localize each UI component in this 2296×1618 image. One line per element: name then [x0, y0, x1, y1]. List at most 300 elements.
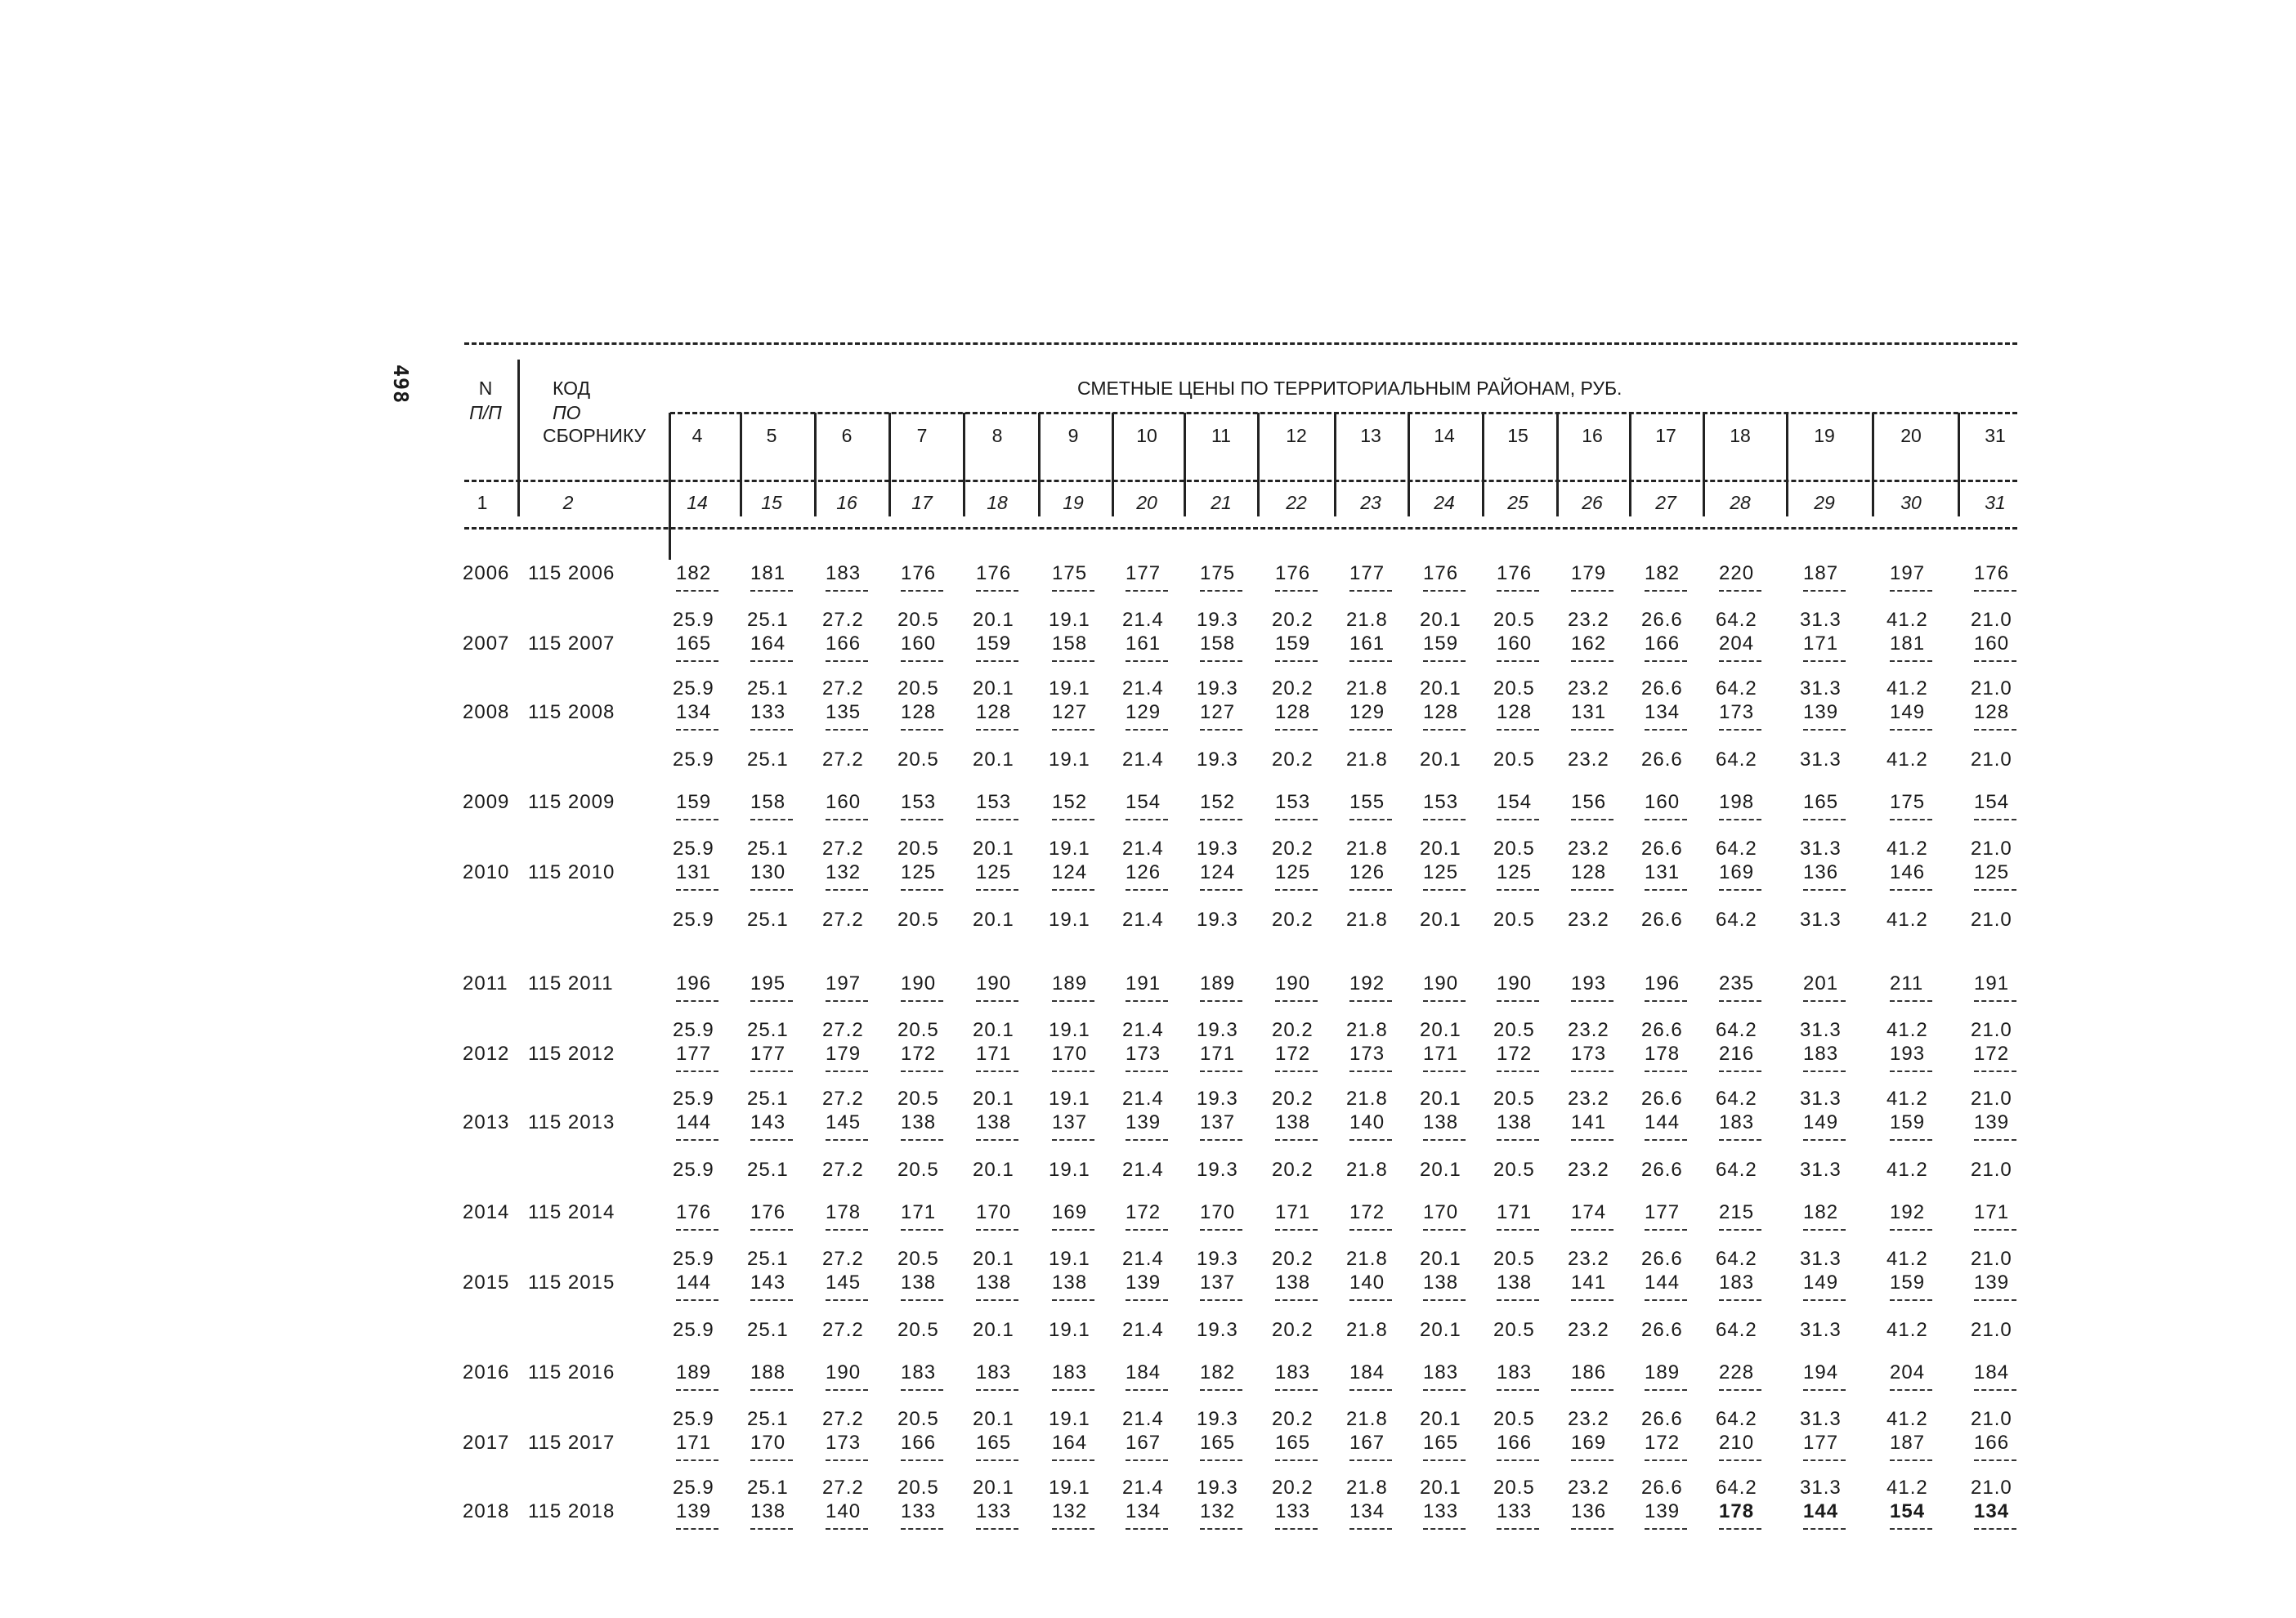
row-code: 115 2007 — [528, 632, 615, 655]
fraction-line — [976, 1459, 1018, 1461]
price-cell: 128 — [901, 701, 937, 723]
fraction-line — [1974, 1139, 2016, 1141]
fraction-line — [1052, 1389, 1094, 1391]
price-cell: 134 — [676, 701, 712, 723]
fraction-line — [1803, 1299, 1846, 1301]
coefficient-cell: 25.1 — [747, 1088, 789, 1110]
coefficient-cell: 23.2 — [1568, 609, 1609, 631]
fraction-line — [976, 1389, 1018, 1391]
coefficient-cell: 25.1 — [747, 677, 789, 699]
price-cell: 182 — [1803, 1201, 1839, 1223]
fraction-line — [1275, 889, 1318, 891]
price-cell: 164 — [750, 632, 786, 655]
fraction-line — [1890, 1139, 1932, 1141]
fraction-line — [1497, 660, 1539, 662]
coefficient-cell: 21.4 — [1122, 609, 1164, 631]
price-cell: 210 — [1719, 1432, 1755, 1454]
index-column-header: 19 — [1063, 492, 1084, 513]
price-cell: 153 — [901, 791, 937, 813]
fraction-line — [1349, 1459, 1392, 1461]
index-column-header: 24 — [1434, 492, 1455, 513]
index-column-header: 14 — [687, 492, 708, 513]
region-column-header: 8 — [991, 425, 1003, 446]
fraction-line — [750, 590, 793, 592]
fraction-line — [901, 1389, 943, 1391]
fraction-line — [1974, 660, 2016, 662]
price-cell: 146 — [1890, 861, 1926, 883]
fraction-line — [1645, 889, 1687, 891]
coefficient-cell: 31.3 — [1800, 1159, 1842, 1181]
price-cell: 190 — [901, 972, 937, 994]
fraction-line — [1497, 1139, 1539, 1141]
coefficient-cell: 26.6 — [1641, 609, 1683, 631]
index-column-header: 26 — [1582, 492, 1603, 513]
fraction-line — [1275, 1528, 1318, 1530]
price-cell: 172 — [1497, 1043, 1533, 1065]
fraction-line — [1719, 1389, 1761, 1391]
fraction-line — [1890, 590, 1932, 592]
coefficient-cell: 41.2 — [1886, 1019, 1928, 1041]
fraction-line — [1803, 1389, 1846, 1391]
fraction-line — [1645, 1139, 1687, 1141]
price-cell: 170 — [1052, 1043, 1088, 1065]
index-column-header: 30 — [1900, 492, 1922, 513]
fraction-line — [1497, 1299, 1539, 1301]
column-separator — [1184, 490, 1186, 516]
coefficient-cell: 41.2 — [1886, 1408, 1928, 1430]
fraction-line — [1200, 1528, 1242, 1530]
coefficient-cell: 21.8 — [1346, 1248, 1388, 1270]
fraction-line — [1890, 1000, 1932, 1002]
price-cell: 138 — [1275, 1272, 1311, 1294]
coefficient-cell: 19.3 — [1197, 1088, 1238, 1110]
price-cell: 211 — [1890, 972, 1924, 994]
fraction-line — [901, 1299, 943, 1301]
coefficient-cell: 21.4 — [1122, 1319, 1164, 1341]
coefficient-cell: 21.8 — [1346, 1159, 1388, 1181]
fraction-line — [1052, 729, 1094, 731]
price-cell: 190 — [1497, 972, 1533, 994]
coefficient-cell: 20.5 — [1493, 838, 1535, 860]
price-cell: 125 — [976, 861, 1012, 883]
price-cell: 153 — [976, 791, 1012, 813]
coefficient-cell: 27.2 — [822, 909, 864, 931]
fraction-line — [901, 729, 943, 731]
fraction-line — [1571, 1070, 1613, 1072]
fraction-line — [1275, 1070, 1318, 1072]
coefficient-cell: 21.4 — [1122, 749, 1164, 771]
fraction-line — [1275, 819, 1318, 820]
coefficient-cell: 27.2 — [822, 1408, 864, 1430]
coefficient-cell: 41.2 — [1886, 1319, 1928, 1341]
coefficient-cell: 21.4 — [1122, 1159, 1164, 1181]
coefficient-cell: 20.5 — [897, 909, 939, 931]
price-cell: 127 — [1052, 701, 1088, 723]
coefficient-cell: 21.4 — [1122, 1088, 1164, 1110]
coefficient-cell: 20.1 — [1420, 1408, 1461, 1430]
region-column-header: 4 — [691, 425, 703, 446]
fraction-line — [1803, 590, 1846, 592]
price-cell: 133 — [1497, 1500, 1533, 1522]
fraction-line — [1349, 1299, 1392, 1301]
price-cell: 170 — [1423, 1201, 1459, 1223]
fraction-line — [1803, 729, 1846, 731]
region-column-header: 6 — [841, 425, 853, 446]
price-cell: 160 — [1497, 632, 1533, 655]
coefficient-cell: 23.2 — [1568, 1159, 1609, 1181]
row-number: 2008 — [463, 701, 510, 723]
price-cell: 128 — [1275, 701, 1311, 723]
coefficient-cell: 25.9 — [673, 1248, 714, 1270]
fraction-line — [901, 889, 943, 891]
coefficient-cell: 23.2 — [1568, 749, 1609, 771]
price-cell: 190 — [1275, 972, 1311, 994]
price-cell: 133 — [750, 701, 786, 723]
coefficient-cell: 41.2 — [1886, 1159, 1928, 1181]
coefficient-cell: 23.2 — [1568, 1248, 1609, 1270]
coefficient-cell: 21.8 — [1346, 1319, 1388, 1341]
coefficient-cell: 26.6 — [1641, 1088, 1683, 1110]
coefficient-cell: 21.0 — [1971, 1019, 2012, 1041]
price-cell: 165 — [1803, 791, 1839, 813]
fraction-line — [976, 1070, 1018, 1072]
price-cell: 183 — [1052, 1361, 1088, 1383]
coefficient-cell: 19.3 — [1197, 1019, 1238, 1041]
price-cell: 138 — [976, 1111, 1012, 1133]
fraction-line — [1719, 729, 1761, 731]
row-code: 115 2009 — [528, 791, 615, 813]
price-cell: 139 — [1126, 1111, 1161, 1133]
row-code: 115 2015 — [528, 1272, 615, 1294]
price-cell: 134 — [1974, 1500, 2010, 1522]
price-cell: 198 — [1719, 791, 1755, 813]
price-cell: 127 — [1200, 701, 1236, 723]
coefficient-cell: 19.3 — [1197, 677, 1238, 699]
price-cell: 184 — [1126, 1361, 1161, 1383]
price-cell: 175 — [1890, 791, 1926, 813]
fraction-line — [976, 590, 1018, 592]
fraction-line — [1052, 1070, 1094, 1072]
price-cell: 169 — [1719, 861, 1755, 883]
coefficient-cell: 41.2 — [1886, 838, 1928, 860]
price-cell: 134 — [1645, 701, 1681, 723]
column-separator — [888, 490, 891, 516]
fraction-line — [901, 819, 943, 820]
price-cell: 139 — [1645, 1500, 1681, 1522]
fraction-line — [826, 1389, 868, 1391]
price-cell: 166 — [901, 1432, 937, 1454]
price-cell: 176 — [676, 1201, 712, 1223]
fraction-line — [750, 1459, 793, 1461]
coefficient-cell: 26.6 — [1641, 909, 1683, 931]
fraction-line — [826, 1139, 868, 1141]
fraction-line — [1974, 729, 2016, 731]
fraction-line — [1126, 729, 1168, 731]
price-cell: 170 — [1200, 1201, 1236, 1223]
fraction-line — [1719, 1139, 1761, 1141]
price-cell: 159 — [1275, 632, 1311, 655]
fraction-line — [1719, 1459, 1761, 1461]
coefficient-cell: 20.2 — [1272, 1319, 1314, 1341]
region-column-header: 9 — [1067, 425, 1079, 446]
fraction-line — [1974, 590, 2016, 592]
fraction-line — [1645, 590, 1687, 592]
row-code: 115 2006 — [528, 562, 615, 584]
fraction-line — [1275, 590, 1318, 592]
fraction-line — [1126, 1229, 1168, 1231]
coefficient-cell: 20.1 — [1420, 1319, 1461, 1341]
coefficient-cell: 20.2 — [1272, 909, 1314, 931]
price-cell: 137 — [1052, 1111, 1088, 1133]
price-cell: 152 — [1052, 791, 1088, 813]
fraction-line — [1645, 1459, 1687, 1461]
coefficient-cell: 21.0 — [1971, 1088, 2012, 1110]
coefficient-cell: 31.3 — [1800, 609, 1842, 631]
fraction-line — [1974, 819, 2016, 820]
fraction-line — [1423, 1000, 1466, 1002]
index-column-header: 28 — [1730, 492, 1751, 513]
index-2: 2 — [562, 492, 574, 513]
row-code: 115 2013 — [528, 1111, 615, 1133]
price-cell: 160 — [1974, 632, 2010, 655]
fraction-line — [750, 1139, 793, 1141]
coefficient-cell: 19.3 — [1197, 1408, 1238, 1430]
column-separator — [1482, 490, 1484, 516]
fraction-line — [1052, 1229, 1094, 1231]
fraction-line — [1974, 1229, 2016, 1231]
row-code: 115 2012 — [528, 1043, 615, 1065]
fraction-line — [1571, 889, 1613, 891]
coefficient-cell: 25.9 — [673, 1319, 714, 1341]
fraction-line — [1200, 729, 1242, 731]
price-cell: 143 — [750, 1111, 786, 1133]
price-cell: 143 — [750, 1272, 786, 1294]
coefficient-cell: 21.4 — [1122, 838, 1164, 860]
column-separator — [740, 490, 742, 516]
fraction-line — [1349, 729, 1392, 731]
coefficient-cell: 20.2 — [1272, 838, 1314, 860]
fraction-line — [826, 1299, 868, 1301]
table-top-rule — [464, 342, 2017, 345]
price-cell: 177 — [1645, 1201, 1681, 1223]
fraction-line — [1126, 1389, 1168, 1391]
fraction-line — [826, 819, 868, 820]
price-cell: 189 — [1200, 972, 1236, 994]
fraction-line — [1497, 729, 1539, 731]
coefficient-cell: 20.5 — [1493, 1477, 1535, 1499]
price-cell: 158 — [750, 791, 786, 813]
region-column-header: 16 — [1582, 425, 1603, 446]
fraction-line — [1497, 1070, 1539, 1072]
coefficient-cell: 20.5 — [897, 1248, 939, 1270]
price-cell: 124 — [1052, 861, 1088, 883]
fraction-line — [750, 819, 793, 820]
fraction-line — [1803, 1070, 1846, 1072]
fraction-line — [1349, 1139, 1392, 1141]
coefficient-cell: 20.2 — [1272, 1477, 1314, 1499]
fraction-line — [1890, 1528, 1932, 1530]
coefficient-cell: 20.1 — [1420, 1019, 1461, 1041]
coefficient-cell: 31.3 — [1800, 838, 1842, 860]
coefficient-cell: 20.1 — [1420, 1088, 1461, 1110]
fraction-line — [1497, 1229, 1539, 1231]
fraction-line — [1803, 1000, 1846, 1002]
coefficient-cell: 27.2 — [822, 677, 864, 699]
coefficient-cell: 20.1 — [973, 1477, 1014, 1499]
fraction-line — [1126, 1528, 1168, 1530]
price-cell: 131 — [676, 861, 712, 883]
coefficient-cell: 23.2 — [1568, 1477, 1609, 1499]
price-cell: 149 — [1890, 701, 1926, 723]
row-number: 2014 — [463, 1201, 510, 1223]
fraction-line — [976, 729, 1018, 731]
price-cell: 215 — [1719, 1201, 1755, 1223]
index-column-header: 18 — [987, 492, 1008, 513]
price-cell: 159 — [1890, 1272, 1926, 1294]
fraction-line — [826, 729, 868, 731]
coefficient-cell: 64.2 — [1716, 1019, 1757, 1041]
fraction-line — [750, 1299, 793, 1301]
coefficient-cell: 21.8 — [1346, 1477, 1388, 1499]
price-cell: 159 — [976, 632, 1012, 655]
coefficient-cell: 20.5 — [1493, 1319, 1535, 1341]
price-cell: 133 — [1275, 1500, 1311, 1522]
price-cell: 166 — [826, 632, 862, 655]
coefficient-cell: 19.1 — [1049, 1319, 1090, 1341]
price-cell: 189 — [1645, 1361, 1681, 1383]
fraction-line — [1890, 1070, 1932, 1072]
coefficient-cell: 19.1 — [1049, 609, 1090, 631]
coefficient-cell: 25.9 — [673, 909, 714, 931]
price-cell: 216 — [1719, 1043, 1755, 1065]
index-column-header: 25 — [1507, 492, 1528, 513]
coefficient-cell: 21.4 — [1122, 1019, 1164, 1041]
region-column-header: 19 — [1814, 425, 1835, 446]
row-code: 115 2017 — [528, 1432, 615, 1454]
fraction-line — [1890, 729, 1932, 731]
coefficient-cell: 20.5 — [897, 609, 939, 631]
coefficient-cell: 26.6 — [1641, 749, 1683, 771]
fraction-line — [1349, 590, 1392, 592]
index-column-header: 21 — [1211, 492, 1232, 513]
coefficient-cell: 20.2 — [1272, 749, 1314, 771]
row-number: 2018 — [463, 1500, 510, 1522]
column-separator — [1334, 490, 1336, 516]
coefficient-cell: 31.3 — [1800, 1477, 1842, 1499]
coefficient-cell: 20.1 — [1420, 677, 1461, 699]
price-cell: 167 — [1126, 1432, 1161, 1454]
price-cell: 193 — [1571, 972, 1607, 994]
region-column-header: 13 — [1360, 425, 1381, 446]
price-cell: 171 — [976, 1043, 1012, 1065]
fraction-line — [1890, 660, 1932, 662]
coefficient-cell: 20.5 — [1493, 1019, 1535, 1041]
coefficient-cell: 20.1 — [973, 1159, 1014, 1181]
fraction-line — [1423, 819, 1466, 820]
price-cell: 173 — [1349, 1043, 1385, 1065]
coefficient-cell: 21.0 — [1971, 1248, 2012, 1270]
row-number: 2017 — [463, 1432, 510, 1454]
fraction-line — [1275, 729, 1318, 731]
region-column-header: 10 — [1136, 425, 1157, 446]
fraction-line — [901, 590, 943, 592]
coefficient-cell: 31.3 — [1800, 1088, 1842, 1110]
coefficient-cell: 26.6 — [1641, 1319, 1683, 1341]
coefficient-cell: 31.3 — [1800, 677, 1842, 699]
coefficient-cell: 21.0 — [1971, 1319, 2012, 1341]
price-cell: 138 — [901, 1111, 937, 1133]
coefficient-cell: 26.6 — [1641, 1408, 1683, 1430]
price-cell: 140 — [826, 1500, 862, 1522]
coefficient-cell: 25.1 — [747, 749, 789, 771]
price-cell: 139 — [1803, 701, 1839, 723]
fraction-line — [1645, 729, 1687, 731]
coefficient-cell: 21.4 — [1122, 1477, 1164, 1499]
price-cell: 181 — [750, 562, 786, 584]
coefficient-cell: 41.2 — [1886, 609, 1928, 631]
coefficient-cell: 19.1 — [1049, 749, 1090, 771]
fraction-line — [976, 1528, 1018, 1530]
price-cell: 132 — [1200, 1500, 1236, 1522]
price-cell: 171 — [1803, 632, 1839, 655]
price-cell: 204 — [1890, 1361, 1926, 1383]
coefficient-cell: 64.2 — [1716, 609, 1757, 631]
page-number: 498 — [389, 364, 413, 404]
coefficient-cell: 25.1 — [747, 1319, 789, 1341]
fraction-line — [750, 1070, 793, 1072]
coefficient-cell: 25.1 — [747, 1159, 789, 1181]
fraction-line — [1275, 1139, 1318, 1141]
price-cell: 153 — [1275, 791, 1311, 813]
price-cell: 171 — [1423, 1043, 1459, 1065]
fraction-line — [1423, 1528, 1466, 1530]
price-cell: 159 — [1890, 1111, 1926, 1133]
price-cell: 167 — [1349, 1432, 1385, 1454]
fraction-line — [826, 660, 868, 662]
fraction-line — [676, 1070, 718, 1072]
price-cell: 189 — [1052, 972, 1088, 994]
price-cell: 187 — [1803, 562, 1839, 584]
price-cell: 136 — [1571, 1500, 1607, 1522]
fraction-line — [1890, 1459, 1932, 1461]
coefficient-cell: 25.1 — [747, 909, 789, 931]
column-separator — [517, 360, 520, 507]
fraction-line — [1052, 590, 1094, 592]
price-cell: 125 — [1423, 861, 1459, 883]
fraction-line — [826, 1459, 868, 1461]
price-cell: 172 — [901, 1043, 937, 1065]
fraction-line — [1645, 1000, 1687, 1002]
fraction-line — [750, 729, 793, 731]
price-cell: 172 — [1126, 1201, 1161, 1223]
coefficient-cell: 19.1 — [1049, 1408, 1090, 1430]
header-pp: П/П — [469, 402, 502, 423]
price-cell: 172 — [1974, 1043, 2010, 1065]
price-cell: 139 — [1126, 1272, 1161, 1294]
price-cell: 144 — [676, 1272, 712, 1294]
coefficient-cell: 21.4 — [1122, 677, 1164, 699]
coefficient-cell: 41.2 — [1886, 1477, 1928, 1499]
coefficient-cell: 26.6 — [1641, 1159, 1683, 1181]
row-number: 2010 — [463, 861, 510, 883]
price-cell: 172 — [1645, 1432, 1681, 1454]
fraction-line — [1974, 1389, 2016, 1391]
row-code: 115 2016 — [528, 1361, 615, 1383]
fraction-line — [750, 660, 793, 662]
column-separator — [1112, 490, 1114, 516]
coefficient-cell: 21.8 — [1346, 1408, 1388, 1430]
coefficient-cell: 25.1 — [747, 1248, 789, 1270]
